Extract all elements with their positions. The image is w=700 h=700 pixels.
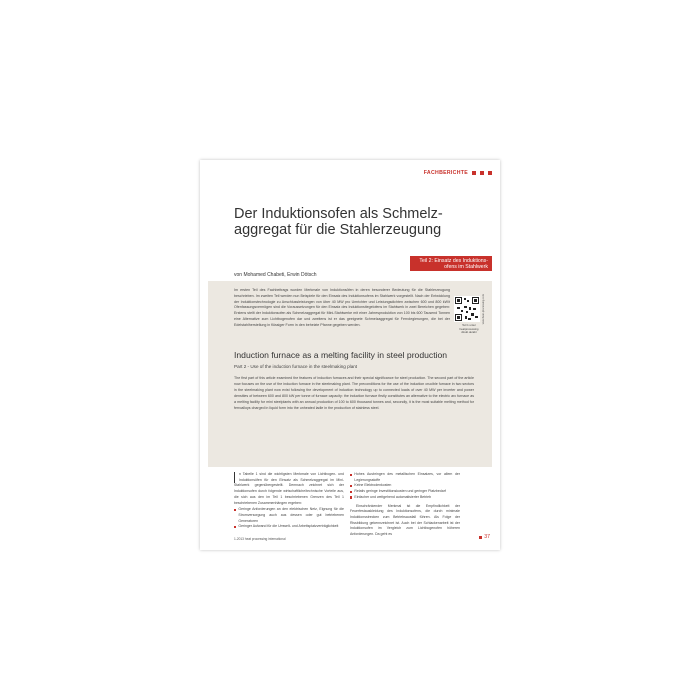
magazine-page xyxy=(200,160,500,550)
qr-block xyxy=(454,296,484,335)
accent-square-icon xyxy=(472,171,476,175)
qr-caption-line2: heatprocessing xyxy=(459,326,479,331)
body-column-left xyxy=(234,472,344,530)
article-title-line2: aggregat für die Stahlerzeugung xyxy=(234,222,442,238)
bullet-item xyxy=(350,472,460,483)
bullet-square-icon xyxy=(350,485,352,487)
english-subtitle: Part 2 - Use of the induction furnace in the steelmaking plant xyxy=(234,364,358,369)
body-intro-text: n Tabelle 1 sind die wichtigsten Merkmale von Lichtbogen- und Induktionsöfen für den Einsatz als Schmelzaggregat im Mini-Stahlwerk gegenübergestellt. Demnach zeichnet sich der Induktionsofen durch folgende wirtschaftliche/technische Vorteile aus, die sich aus den im Teil 1 beschriebenen Grenzen des Teil 1 beschriebenen Zusammenhängen ergeben: xyxy=(234,472,344,505)
page-number: 37 xyxy=(484,534,490,540)
qr-caption xyxy=(454,324,484,335)
accent-square-icon xyxy=(488,171,492,175)
article-title-line1: Der Induktionsofen als Schmelz- xyxy=(234,206,443,222)
bullet-square-icon xyxy=(350,491,352,493)
bullet-square-icon xyxy=(234,509,236,511)
body-column-right xyxy=(350,472,460,539)
bullet-item xyxy=(234,507,344,524)
bullet-text: Relativ geringe Investitionskosten und geringer Platzbedarf xyxy=(354,489,446,494)
bullet-text: Keine Elektrodenkosten xyxy=(354,483,392,488)
authors: von Mohamed Chabeti, Erwin Dötsch xyxy=(234,272,317,278)
german-abstract: Im ersten Teil des Fachbeitrags wurden Merkmale von Induktionsöfen in deren besonderer Bedeutung für die Stahlerzeugung beschrieben. Im zweiten Teil werden nun Beispiele für den Einsatz des Induktionsofens im Stahlwerk vorgestellt. Nach der Entwicklung der Induktionstechnologie zu Anschlussleistungen von über 40 MW pro Umrichter und Leistungsdichten zwischen 600 und 800 kW/t Ofenfassungsvermögen sind die Voraussetzungen für den Einsatz des Induktionstiegelofens im Stahlwerk in zwei Bereichen gegeben: Erstens stellt der Induktionsofen als Schmelzaggregat für Mini-Stahlwerke mit einer Jahresproduktion von 100 bis 600 Tausend Tonnen eine Alternative zum Lichtbogenofen dar und zweitens ist er das geeignete Schmelzaggregat für Ferrolegierungen, die bei der Edelstahlherstellung in flüssiger Form in den beheizte Pfanne gegeben werden. xyxy=(234,288,450,327)
section-label: FACHBERICHTE xyxy=(423,170,468,176)
qr-code-icon[interactable] xyxy=(454,296,480,322)
bullet-text: Geringe Anforderungen an den elektrischen Netz, Eignung für die Stromversorgung auch aus dessen oder gut betriebenen Generatoren xyxy=(238,507,344,523)
bullet-text: Einfacher und weitgehend automatisierter Betrieb xyxy=(354,494,432,499)
accent-square-icon xyxy=(479,536,482,539)
qr-caption-line1: Teil 1 unter xyxy=(462,323,476,327)
footer-publication: 1-2013 heat processing international xyxy=(234,537,286,541)
bullet-square-icon xyxy=(350,496,352,498)
qr-side-url: www.heat-processing.com xyxy=(482,294,485,325)
part-banner xyxy=(410,256,492,271)
body-right-paragraph: Einschränkender Merkmal ist die Empfindlichkeit der Feuerfestauskleidung des Induktionsofens, die durch minimale Induktionsstrecken zum Betriebsausfall führen. Als Folge der Rissbildung gekennzeichnet ist. Auch bei der Schlackenarbeit ist der Induktionsofen im Vergleich zum Lichtbogenofen höheren Anforderungen. Da geht es xyxy=(350,503,460,537)
english-title: Induction furnace as a melting facility in steel production xyxy=(234,350,448,360)
accent-square-icon xyxy=(480,171,484,175)
bullet-square-icon xyxy=(350,474,352,476)
bullet-item xyxy=(234,524,344,530)
part-banner-line1: Teil 2: Einsatz des Induktions- xyxy=(419,257,488,264)
part-banner-line2: ofens im Stahlwerk xyxy=(444,263,488,270)
dropcap-i xyxy=(234,472,238,483)
bullet-text: Geringer Aufwand für die Umwelt- und Arbeitsplatzverträglichkeit xyxy=(238,524,339,529)
body-intro xyxy=(234,472,344,506)
english-abstract: The first part of this article examined the features of induction furnaces and their special significance for steel production. The second part of the article now focuses on the use of the induction furnace in the steelmaking plant. The preconditions for the use of the induction crucible furnace in two sectors in the steelmaking plant now exist following the development of induction technology up to connected loads of over 40 MW per inverter and power densities of between 600 and 800 kW per tonne of furnace capacity: the induction furnace firstly constitutes an alternative to the electric arc furnace as a melting facility for mini steelplants with an annual production of 100 to 600 thousand tonnes and, secondly, it is the most suitable melting method for ferroalloys charged in liquid form into the unheated ladle in the production of stainless steel. xyxy=(234,376,474,410)
bullet-item xyxy=(350,495,460,501)
footer-page xyxy=(479,534,490,540)
qr-caption-line3: direkt.de/abr xyxy=(461,330,477,335)
article-title xyxy=(234,206,474,238)
section-header xyxy=(424,170,492,176)
bullet-square-icon xyxy=(234,526,236,528)
bullet-text: Hohes Ausbringen des metallischen Einsatzes, vor allem der Legierungsstoffe xyxy=(354,472,460,482)
